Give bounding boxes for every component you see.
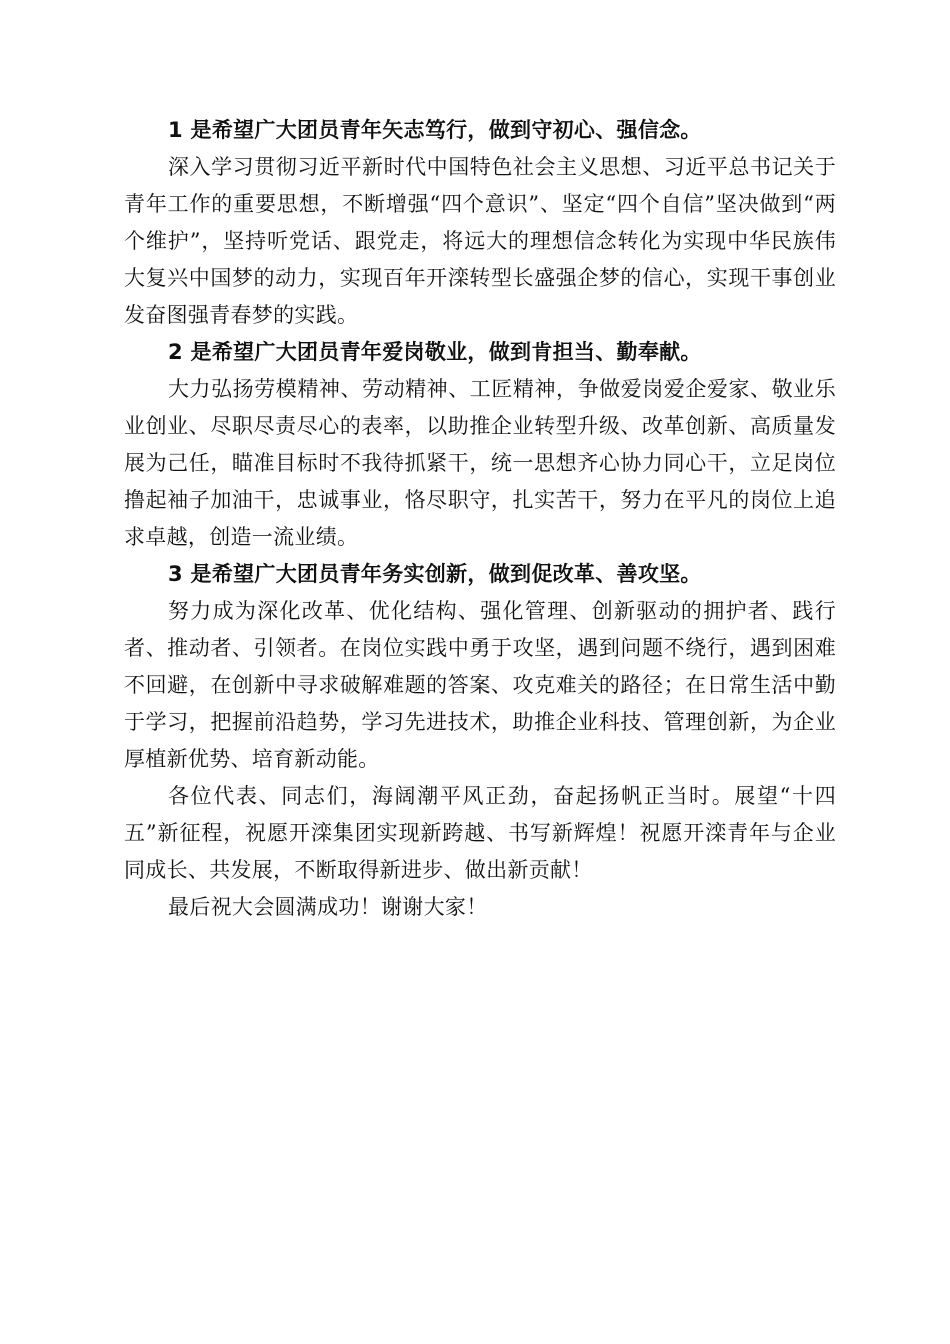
section-heading-1: 1 是希望广大团员青年矢志笃行，做到守初心、强信念。 bbox=[168, 118, 702, 142]
section-heading-3: 3 是希望广大团员青年务实创新，做到促改革、善攻坚。 bbox=[168, 562, 702, 586]
document-body bbox=[124, 112, 836, 926]
closing-remarks: 最后祝大会圆满成功！谢谢大家！ bbox=[168, 895, 488, 919]
body-paragraph-1: 深入学习贯彻习近平新时代中国特色社会主义思想、习近平总书记关于青年工作的重要思想，不断增强“四个意识”、坚定“四个自信”坚决做到“两个维护”，坚持听党话、跟党走，将远大的理想信念转化为实现中华民族伟大复兴中国梦的动力，实现百年开滦转型长盛强企梦的信心，实现干事创业发奋图强青春梦的实践。 bbox=[124, 155, 836, 327]
closing-paragraph: 各位代表、同志们，海阔潮平风正劲，奋起扬帆正当时。展望“十四五”新征程，祝愿开滦集团实现新跨越、书写新辉煌！祝愿开滦青年与企业同成长、共发展，不断取得新进步、做出新贡献！ bbox=[124, 784, 836, 882]
section-heading-2: 2 是希望广大团员青年爱岗敬业，做到肯担当、勤奉献。 bbox=[168, 340, 702, 364]
body-paragraph-2: 大力弘扬劳模精神、劳动精神、工匠精神，争做爱岗爱企爱家、敬业乐业创业、尽职尽责尽心的表率，以助推企业转型升级、改革创新、高质量发展为己任，瞄准目标时不我待抓紧干，统一思想齐心协力同心干，立足岗位撸起袖子加油干，忠诚事业，恪尽职守，扎实苦干，努力在平凡的岗位上追求卓越，创造一流业绩。 bbox=[124, 377, 836, 549]
body-paragraph-3: 努力成为深化改革、优化结构、强化管理、创新驱动的拥护者、践行者、推动者、引领者。在岗位实践中勇于攻坚，遇到问题不绕行，遇到困难不回避，在创新中寻求破解难题的答案、攻克难关的路径；在日常生活中勤于学习，把握前沿趋势，学习先进技术，助推企业科技、管理创新，为企业厚植新优势、培育新动能。 bbox=[124, 599, 836, 771]
